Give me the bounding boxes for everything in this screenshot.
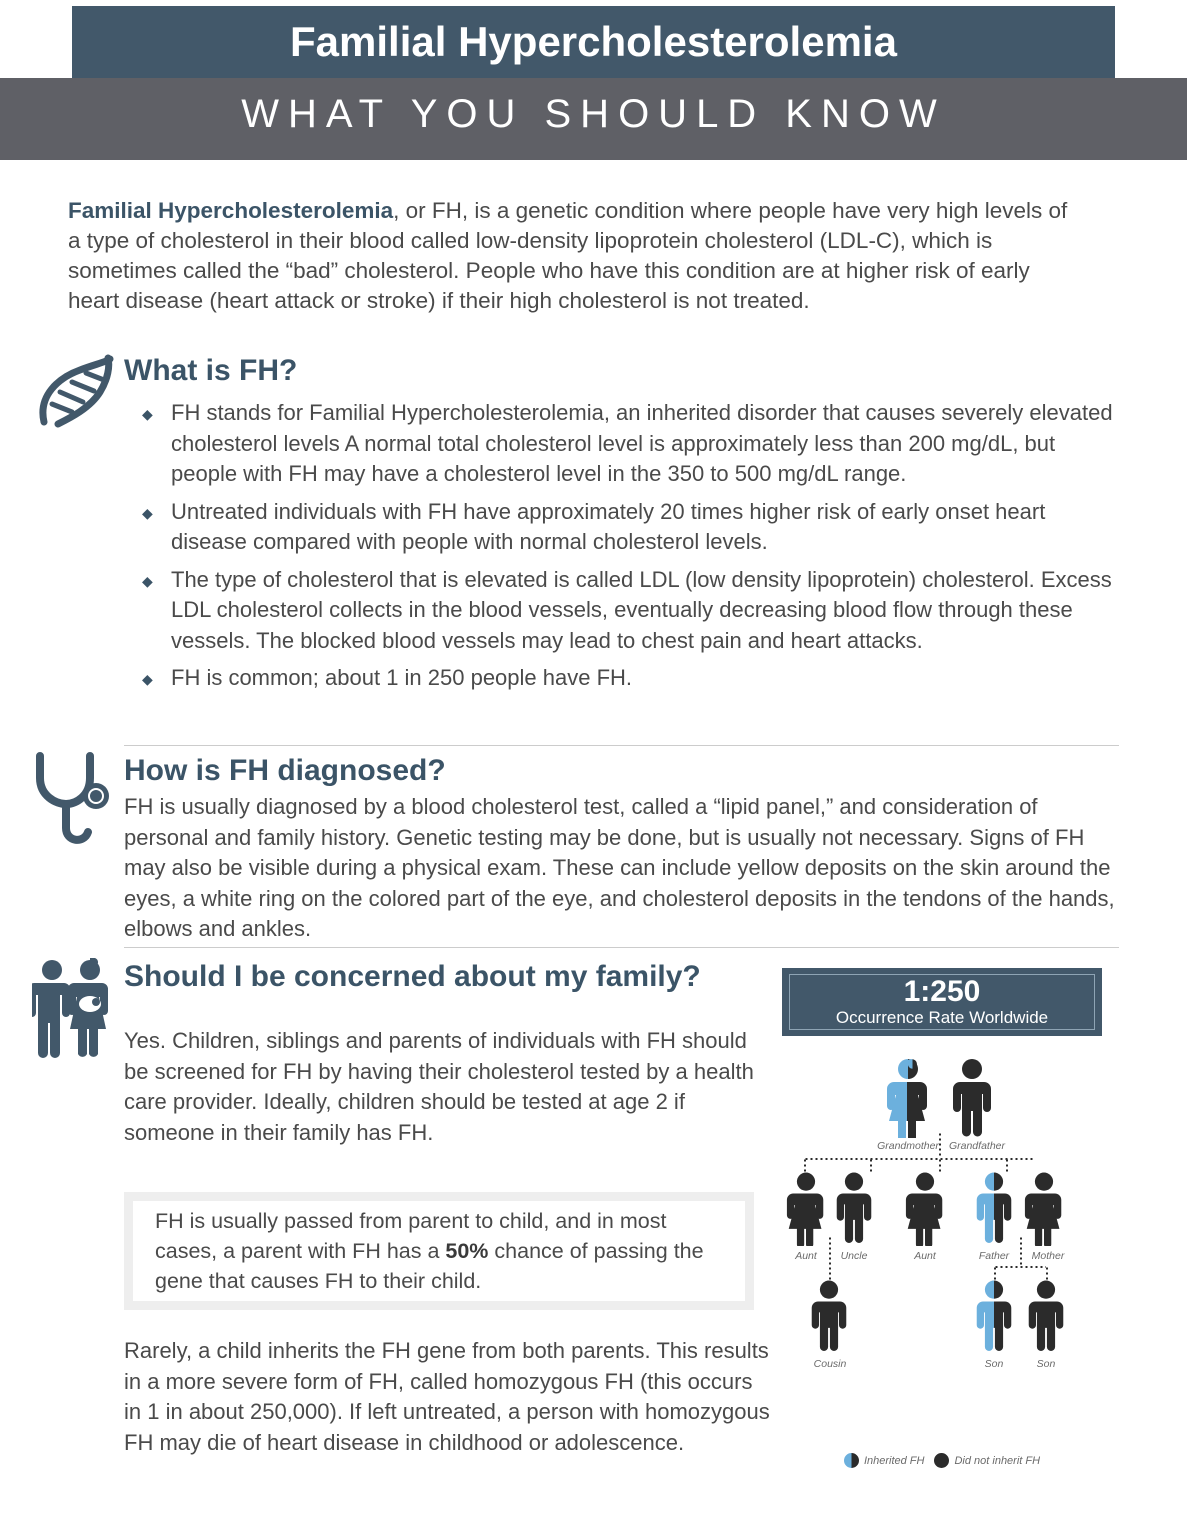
- family-tree-legend: [782, 1453, 1102, 1468]
- tree-figure-grandfather: [950, 1058, 994, 1143]
- tree-figure-son-2: [1026, 1278, 1066, 1359]
- tree-figure-aunt-1: [786, 1170, 826, 1251]
- tree-label-uncle: Uncle: [840, 1250, 868, 1262]
- callout-box: [124, 1192, 754, 1310]
- occurrence-rate-box: [782, 968, 1102, 1036]
- callout-after: chance of passing the gene that causes FH to their child.: [155, 1239, 704, 1293]
- section-title-family-concern: Should I be concerned about my family?: [124, 960, 701, 993]
- how-diagnosed-body: FH is usually diagnosed by a blood cholesterol test, called a “lipid panel,” and consideration of personal and family history. Genetic testing may be done, but is usually not necessary. Signs of FH may also be visible during a physical exam. These can include yellow deposits on the skin around the eyes, a white ring on the colored part of the eye, and cholesterol deposits in the tendons of the hands, elbows and ankles.: [124, 794, 1115, 941]
- tree-figure-grandmother: [886, 1058, 930, 1143]
- tree-label-aunt-1: Aunt: [795, 1250, 817, 1262]
- family-icon: [32, 958, 118, 1062]
- list-item: ◆ FH stands for Familial Hypercholesterolemia, an inherited disorder that causes severely elevated cholesterol levels A normal total cholesterol level is approximately less than 200 mg/dL, but people with FH may have a cholesterol level in the 350 to 500 mg/dL range.: [124, 398, 1114, 490]
- tree-label-son-2: Son: [1036, 1358, 1056, 1370]
- page-title: Familial Hypercholesterolemia: [290, 18, 897, 65]
- tree-label-grandfather: Grandfather: [948, 1140, 1006, 1152]
- family-tree-panel: [782, 968, 1102, 1498]
- tree-label-father: Father: [978, 1250, 1010, 1262]
- legend-label-inherited: Inherited FH: [863, 1454, 925, 1467]
- section-title-what-is-fh: What is FH?: [124, 354, 298, 387]
- section-divider: [124, 745, 1119, 746]
- tree-label-mother: Mother: [1031, 1250, 1065, 1262]
- tree-connector: [1020, 1236, 1022, 1266]
- occurrence-rate-label: Occurrence Rate Worldwide: [835, 1007, 1049, 1027]
- legend-swatch-split-icon: [844, 1453, 859, 1468]
- callout-highlight: 50%: [445, 1239, 489, 1263]
- list-item: ◆ FH is common; about 1 in 250 people have FH.: [124, 663, 1114, 694]
- intro-paragraph: [68, 196, 1083, 316]
- legend-label-not-inherited: Did not inherit FH: [954, 1454, 1041, 1467]
- tree-figure-mother: [1024, 1170, 1064, 1251]
- page-subtitle: WHAT YOU SHOULD KNOW: [241, 92, 946, 136]
- tree-label-aunt-2: Aunt: [914, 1250, 936, 1262]
- family-concern-body: Yes. Children, siblings and parents of individuals with FH should be screened for FH by having their cholesterol tested by a health care provider. Ideally, children should be tested at age 2 if someone in their family has FH.: [124, 1028, 754, 1145]
- tree-connector: [994, 1266, 1046, 1268]
- list-item: ◆ Untreated individuals with FH have approximately 20 times higher risk of early onset heart disease compared with people with normal cholesterol levels.: [124, 497, 1114, 558]
- tree-figure-cousin: [809, 1278, 849, 1359]
- tree-label-grandmother: Grandmother: [877, 1140, 939, 1152]
- intro-lead: Familial Hypercholesterolemia: [68, 198, 394, 223]
- title-banner: [72, 6, 1115, 78]
- intro-rest: , or FH, is a genetic condition where people have very high levels of a type of cholesterol in their blood called low-density lipoprotein cholesterol (LDL-C), which is sometimes called the “bad” cholesterol. People who have this condition are at higher risk of early heart disease (heart attack or stroke) if their high cholesterol is not treated.: [68, 198, 1068, 313]
- list-item: ◆ The type of cholesterol that is elevated is called LDL (low density lipoprotein) cholesterol. Excess LDL cholesterol collects in the blood vessels, eventually decreasing blood flow through these vessels. The blocked blood vessels may lead to chest pain and heart attacks.: [124, 565, 1114, 657]
- callout-before: FH is usually passed from parent to child, and in most cases, a parent with FH has a: [155, 1209, 667, 1263]
- homozygous-fh-body: Rarely, a child inherits the FH gene from both parents. This results in a more severe form of FH, called homozygous FH (this occurs in 1 in about 250,000). If left untreated, a person with homozygous FH may die of heart disease in childhood or adolescence.: [124, 1338, 770, 1455]
- legend-item-inherited: [844, 1453, 925, 1468]
- occurrence-rate-number: 1:250: [903, 974, 981, 1008]
- tree-figure-uncle: [834, 1170, 874, 1251]
- tree-label-cousin: Cousin: [813, 1358, 847, 1370]
- what-is-fh-bullet-list: [124, 398, 1114, 701]
- tree-figure-aunt-2: [905, 1170, 945, 1251]
- callout-text: [133, 1206, 745, 1296]
- family-tree-diagram: [782, 1044, 1102, 1464]
- legend-swatch-solid-icon: [934, 1453, 949, 1468]
- tree-connector: [804, 1158, 1034, 1160]
- tree-figure-son-1: [974, 1278, 1014, 1359]
- tree-label-son-1: Son: [984, 1358, 1004, 1370]
- tree-connector: [829, 1236, 831, 1280]
- tree-connector: [939, 1132, 941, 1158]
- legend-item-not-inherited: [934, 1453, 1040, 1468]
- section-title-how-diagnosed: How is FH diagnosed?: [124, 754, 446, 787]
- section-divider: [124, 947, 1119, 948]
- tree-figure-father: [974, 1170, 1014, 1251]
- stethoscope-icon: [28, 752, 112, 852]
- dna-icon: [28, 350, 120, 430]
